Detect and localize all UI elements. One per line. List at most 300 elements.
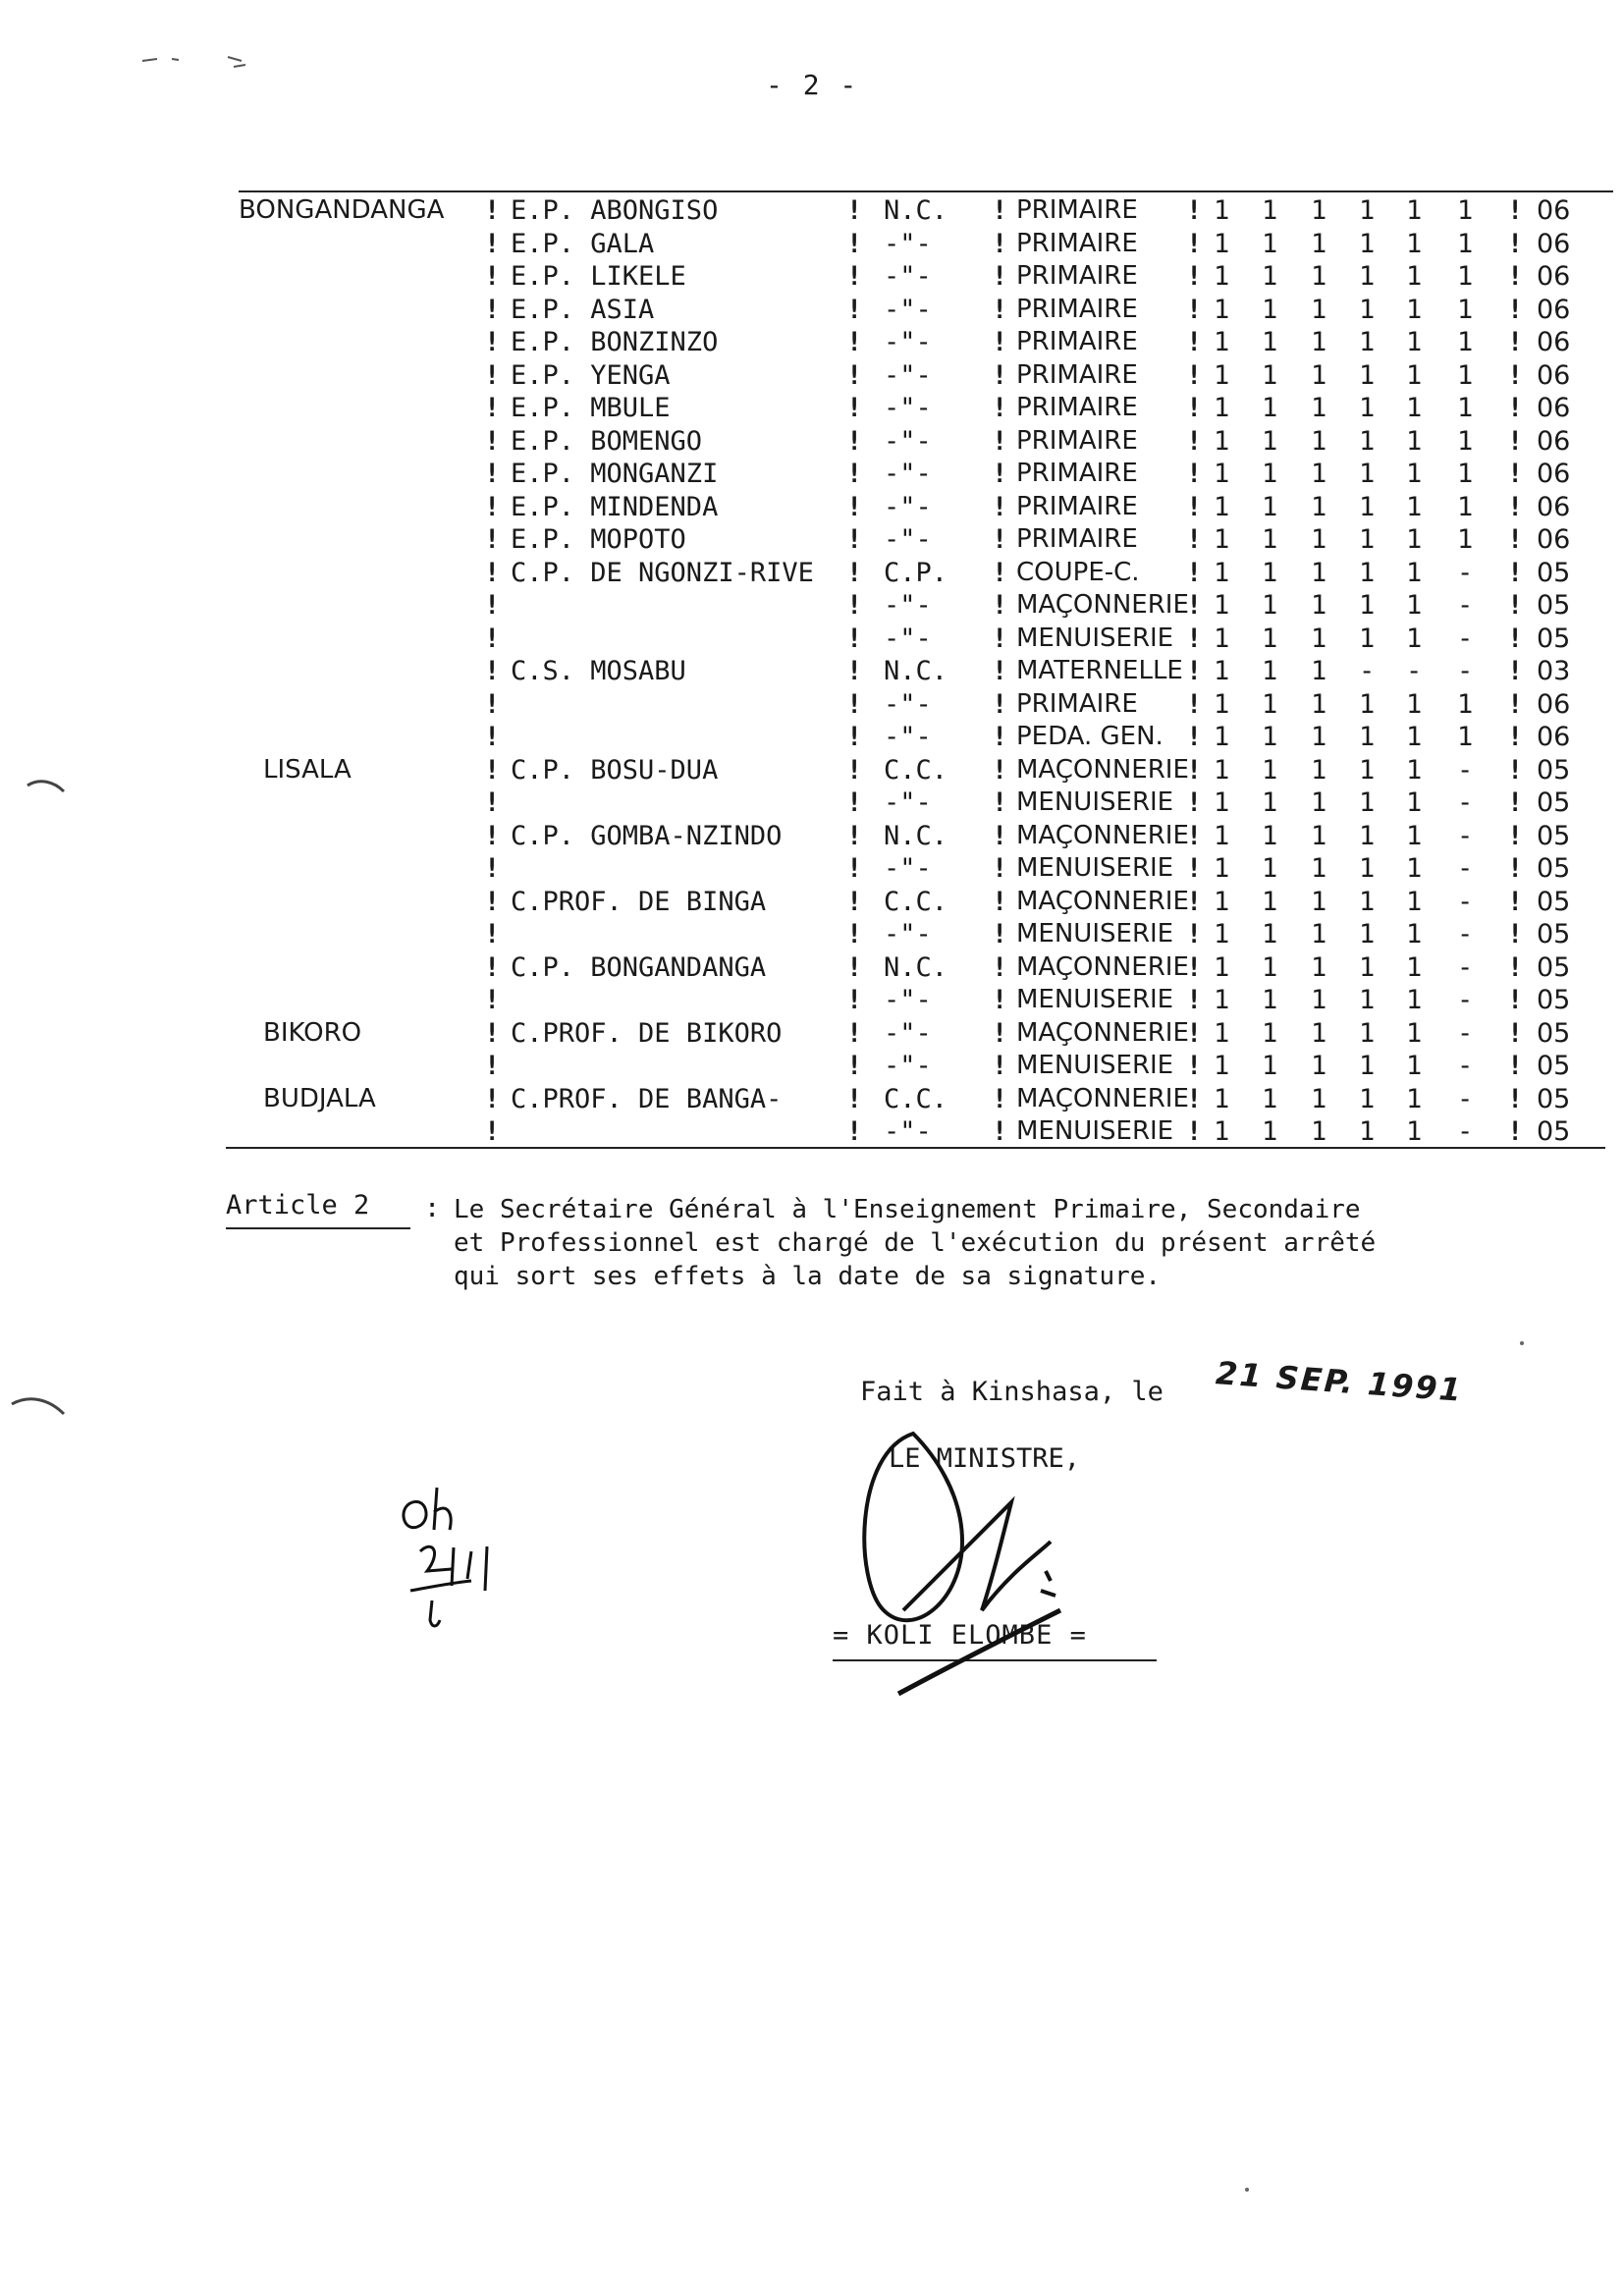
column-separator: !: [1507, 228, 1524, 259]
year-count-cell: 1: [1262, 590, 1278, 621]
school-cell: E.P. ASIA: [511, 294, 655, 325]
column-separator: !: [992, 557, 1008, 588]
school-cell: E.P. MBULE: [511, 393, 671, 423]
total-cell: 05: [1537, 1017, 1571, 1049]
column-separator: !: [1507, 1051, 1524, 1081]
column-separator: !: [1507, 623, 1524, 654]
year-count-cell: 1: [1457, 261, 1474, 292]
table-row: [0, 557, 1624, 589]
option-cell: PRIMAIRE: [1016, 195, 1138, 225]
year-count-cell: 1: [1311, 623, 1327, 654]
column-separator: !: [992, 359, 1008, 391]
status-cell: -"-: [884, 985, 932, 1015]
total-cell: 05: [1537, 754, 1571, 786]
year-count-cell: 1: [1359, 985, 1376, 1015]
column-separator: !: [846, 754, 863, 786]
option-cell: PRIMAIRE: [1016, 688, 1138, 719]
year-count-cell: 1: [1406, 919, 1423, 949]
year-count-cell: 1: [1359, 195, 1376, 226]
column-separator: !: [1507, 985, 1524, 1015]
total-cell: 06: [1537, 688, 1571, 720]
year-count-cell: 1: [1406, 886, 1423, 917]
column-separator: !: [484, 228, 501, 259]
year-count-cell: 1: [1406, 393, 1423, 423]
status-cell: -"-: [884, 853, 932, 884]
total-cell: 05: [1537, 886, 1571, 917]
table-row: [0, 194, 1624, 227]
column-separator: !: [484, 787, 501, 818]
column-separator: !: [1507, 787, 1524, 818]
option-cell: PRIMAIRE: [1016, 359, 1138, 390]
article-label-underline: [226, 1227, 410, 1229]
school-cell: E.P. MOPOTO: [511, 524, 686, 555]
column-separator: !: [992, 951, 1008, 983]
total-cell: 03: [1537, 656, 1571, 686]
year-count-cell: 1: [1311, 886, 1327, 917]
column-separator: !: [846, 195, 863, 226]
column-separator: !: [846, 459, 863, 489]
year-count-cell: 1: [1406, 985, 1423, 1015]
column-separator: !: [1507, 491, 1524, 522]
year-count-cell: -: [1457, 754, 1474, 786]
year-count-cell: 1: [1214, 228, 1230, 259]
year-count-cell: 1: [1359, 787, 1376, 818]
column-separator: !: [846, 1017, 863, 1049]
option-cell: MENUISERIE: [1016, 1116, 1174, 1146]
status-cell: -"-: [884, 688, 932, 720]
year-count-cell: -: [1406, 656, 1423, 686]
table-row: [0, 589, 1624, 622]
school-cell: E.P. LIKELE: [511, 261, 686, 292]
column-separator: !: [484, 590, 501, 621]
year-count-cell: 1: [1262, 459, 1278, 489]
year-count-cell: 1: [1262, 886, 1278, 917]
total-cell: 06: [1537, 425, 1571, 457]
column-separator: !: [484, 557, 501, 588]
total-cell: 06: [1537, 722, 1571, 752]
year-count-cell: 1: [1311, 722, 1327, 752]
year-count-cell: 1: [1311, 919, 1327, 949]
year-count-cell: 1: [1406, 1083, 1423, 1114]
column-separator: !: [484, 985, 501, 1015]
table-row: [0, 852, 1624, 885]
year-count-cell: 1: [1262, 195, 1278, 226]
column-separator: !: [992, 294, 1008, 325]
year-count-cell: 1: [1262, 524, 1278, 555]
column-separator: !: [1507, 459, 1524, 489]
column-separator: !: [1186, 754, 1203, 786]
column-separator: !: [846, 820, 863, 851]
year-count-cell: 1: [1214, 590, 1230, 621]
option-cell: PRIMAIRE: [1016, 393, 1138, 422]
column-separator: !: [1186, 557, 1203, 588]
year-count-cell: 1: [1311, 1083, 1327, 1114]
year-count-cell: 1: [1262, 393, 1278, 423]
option-cell: MATERNELLE: [1016, 656, 1183, 685]
option-cell: MENUISERIE: [1016, 985, 1174, 1014]
column-separator: !: [484, 359, 501, 391]
year-count-cell: 1: [1311, 228, 1327, 259]
column-separator: !: [846, 951, 863, 983]
year-count-cell: 1: [1457, 688, 1474, 720]
table-top-rule: [239, 190, 1613, 192]
school-cell: C.P. DE NGONZI-RIVE: [511, 557, 814, 588]
column-separator: !: [846, 886, 863, 917]
year-count-cell: -: [1457, 1116, 1474, 1147]
year-count-cell: 1: [1406, 261, 1423, 292]
option-cell: MENUISERIE: [1016, 853, 1174, 883]
year-count-cell: 1: [1214, 294, 1230, 325]
year-count-cell: -: [1457, 1083, 1474, 1114]
column-separator: !: [484, 294, 501, 325]
year-count-cell: 1: [1359, 359, 1376, 391]
year-count-cell: 1: [1457, 327, 1474, 357]
column-separator: !: [1186, 722, 1203, 752]
table-row: [0, 786, 1624, 819]
school-cell: C.PROF. DE BINGA: [511, 886, 767, 917]
table-row: [0, 1115, 1624, 1148]
column-separator: !: [1507, 557, 1524, 588]
column-separator: !: [1507, 1017, 1524, 1049]
year-count-cell: -: [1359, 656, 1376, 686]
year-count-cell: 1: [1359, 294, 1376, 325]
year-count-cell: 1: [1457, 459, 1474, 489]
option-cell: MAÇONNERIE: [1016, 590, 1189, 620]
date-stamp: 21 SEP. 1991: [1214, 1354, 1465, 1409]
year-count-cell: -: [1457, 656, 1474, 686]
year-count-cell: 1: [1214, 425, 1230, 457]
column-separator: !: [484, 1116, 501, 1147]
year-count-cell: 1: [1214, 623, 1230, 654]
year-count-cell: 1: [1359, 623, 1376, 654]
year-count-cell: 1: [1214, 1051, 1230, 1081]
year-count-cell: 1: [1214, 787, 1230, 818]
year-count-cell: 1: [1311, 985, 1327, 1015]
year-count-cell: 1: [1214, 688, 1230, 720]
column-separator: !: [484, 524, 501, 555]
table-row: [0, 918, 1624, 950]
year-count-cell: 1: [1262, 919, 1278, 949]
article-colon: :: [424, 1193, 441, 1223]
year-count-cell: 1: [1311, 1116, 1327, 1147]
column-separator: !: [1186, 327, 1203, 357]
year-count-cell: 1: [1311, 425, 1327, 457]
year-count-cell: 1: [1359, 327, 1376, 357]
year-count-cell: 1: [1406, 722, 1423, 752]
column-separator: !: [846, 261, 863, 292]
column-separator: !: [484, 820, 501, 851]
column-separator: !: [1507, 1083, 1524, 1114]
status-cell: N.C.: [884, 195, 948, 226]
column-separator: !: [1507, 722, 1524, 752]
column-separator: !: [1186, 1083, 1203, 1114]
column-separator: !: [992, 688, 1008, 720]
school-cell: E.P. YENGA: [511, 359, 671, 391]
total-cell: 06: [1537, 459, 1571, 489]
table-row: [0, 951, 1624, 984]
year-count-cell: -: [1457, 1017, 1474, 1049]
year-count-cell: 1: [1359, 459, 1376, 489]
option-cell: MENUISERIE: [1016, 623, 1174, 653]
status-cell: -"-: [884, 425, 932, 457]
year-count-cell: -: [1457, 787, 1474, 818]
option-cell: PRIMAIRE: [1016, 491, 1138, 521]
year-count-cell: 1: [1311, 590, 1327, 621]
year-count-cell: 1: [1406, 590, 1423, 621]
status-cell: C.C.: [884, 1083, 948, 1114]
year-count-cell: -: [1457, 853, 1474, 884]
year-count-cell: 1: [1262, 359, 1278, 391]
option-cell: PRIMAIRE: [1016, 459, 1138, 488]
column-separator: !: [1186, 985, 1203, 1015]
school-cell: E.P. MONGANZI: [511, 459, 719, 489]
year-count-cell: 1: [1406, 951, 1423, 983]
column-separator: !: [846, 623, 863, 654]
status-cell: -"-: [884, 1017, 932, 1049]
column-separator: !: [484, 425, 501, 457]
year-count-cell: 1: [1406, 524, 1423, 555]
column-separator: !: [1186, 228, 1203, 259]
table-row: [0, 458, 1624, 490]
year-count-cell: 1: [1262, 294, 1278, 325]
total-cell: 05: [1537, 820, 1571, 851]
year-count-cell: 1: [1406, 425, 1423, 457]
table-row: [0, 886, 1624, 918]
total-cell: 05: [1537, 1051, 1571, 1081]
option-cell: PRIMAIRE: [1016, 327, 1138, 356]
district-cell: BONGANDANGA: [239, 195, 445, 225]
year-count-cell: 1: [1457, 425, 1474, 457]
year-count-cell: 1: [1214, 985, 1230, 1015]
column-separator: !: [1507, 195, 1524, 226]
district-cell: BUDJALA: [263, 1083, 376, 1113]
column-separator: !: [1186, 294, 1203, 325]
option-cell: PRIMAIRE: [1016, 294, 1138, 324]
year-count-cell: 1: [1214, 1017, 1230, 1049]
column-separator: !: [484, 754, 501, 786]
column-separator: !: [846, 688, 863, 720]
total-cell: 05: [1537, 1116, 1571, 1147]
column-separator: !: [846, 787, 863, 818]
status-cell: N.C.: [884, 820, 948, 851]
year-count-cell: 1: [1359, 951, 1376, 983]
column-separator: !: [992, 820, 1008, 851]
table-row: [0, 820, 1624, 852]
column-separator: !: [1186, 195, 1203, 226]
column-separator: !: [484, 1083, 501, 1114]
status-cell: -"-: [884, 294, 932, 325]
status-cell: -"-: [884, 722, 932, 752]
year-count-cell: 1: [1262, 985, 1278, 1015]
status-cell: -"-: [884, 459, 932, 489]
column-separator: !: [992, 228, 1008, 259]
column-separator: !: [1186, 524, 1203, 555]
year-count-cell: -: [1457, 590, 1474, 621]
year-count-cell: 1: [1359, 491, 1376, 522]
column-separator: !: [992, 853, 1008, 884]
column-separator: !: [1507, 393, 1524, 423]
year-count-cell: 1: [1262, 228, 1278, 259]
column-separator: !: [1186, 459, 1203, 489]
column-separator: !: [1186, 688, 1203, 720]
table-row: [0, 754, 1624, 786]
article-label: Article 2: [226, 1190, 370, 1220]
table-row: [0, 655, 1624, 687]
year-count-cell: 1: [1214, 459, 1230, 489]
status-cell: -"-: [884, 327, 932, 357]
year-count-cell: 1: [1262, 1051, 1278, 1081]
year-count-cell: 1: [1359, 886, 1376, 917]
year-count-cell: 1: [1359, 393, 1376, 423]
column-separator: !: [846, 393, 863, 423]
column-separator: !: [992, 1051, 1008, 1081]
column-separator: !: [846, 228, 863, 259]
total-cell: 05: [1537, 951, 1571, 983]
column-separator: !: [1507, 294, 1524, 325]
column-separator: !: [992, 425, 1008, 457]
year-count-cell: 1: [1457, 359, 1474, 391]
year-count-cell: 1: [1359, 853, 1376, 884]
total-cell: 05: [1537, 919, 1571, 949]
column-separator: !: [992, 524, 1008, 555]
option-cell: MAÇONNERIE: [1016, 951, 1189, 982]
table-row: [0, 228, 1624, 260]
year-count-cell: 1: [1214, 195, 1230, 226]
year-count-cell: 1: [1311, 688, 1327, 720]
column-separator: !: [992, 1083, 1008, 1114]
column-separator: !: [846, 656, 863, 686]
year-count-cell: 1: [1311, 787, 1327, 818]
school-cell: C.PROF. DE BIKORO: [511, 1017, 783, 1049]
year-count-cell: -: [1457, 886, 1474, 917]
option-cell: COUPE-C.: [1016, 557, 1140, 587]
column-separator: !: [992, 327, 1008, 357]
year-count-cell: 1: [1359, 557, 1376, 588]
column-separator: !: [1186, 787, 1203, 818]
column-separator: !: [1507, 754, 1524, 786]
year-count-cell: 1: [1311, 656, 1327, 686]
year-count-cell: 1: [1214, 722, 1230, 752]
column-separator: !: [846, 1116, 863, 1147]
year-count-cell: 1: [1214, 820, 1230, 851]
option-cell: MENUISERIE: [1016, 919, 1174, 949]
option-cell: PRIMAIRE: [1016, 524, 1138, 554]
minister-name: = KOLI ELOMBE =: [833, 1620, 1087, 1651]
status-cell: -"-: [884, 261, 932, 292]
column-separator: !: [846, 491, 863, 522]
option-cell: MAÇONNERIE: [1016, 820, 1189, 850]
year-count-cell: 1: [1406, 294, 1423, 325]
year-count-cell: 1: [1406, 1116, 1423, 1147]
district-cell: BIKORO: [263, 1017, 362, 1048]
column-separator: !: [1507, 327, 1524, 357]
year-count-cell: 1: [1262, 261, 1278, 292]
year-count-cell: 1: [1406, 195, 1423, 226]
column-separator: !: [846, 557, 863, 588]
year-count-cell: 1: [1262, 853, 1278, 884]
article-text: Le Secrétaire Général à l'Enseignement Primaire, Secondaire et Professionnel est chargé de l'exécution du présent arrêté qui sort ses effets à la date de sa signature.: [454, 1195, 1377, 1291]
year-count-cell: 1: [1359, 524, 1376, 555]
column-separator: !: [992, 985, 1008, 1015]
year-count-cell: -: [1457, 623, 1474, 654]
table-row: [0, 294, 1624, 326]
column-separator: !: [484, 261, 501, 292]
total-cell: 06: [1537, 524, 1571, 555]
column-separator: !: [484, 886, 501, 917]
column-separator: !: [1507, 688, 1524, 720]
year-count-cell: 1: [1406, 1017, 1423, 1049]
year-count-cell: 1: [1214, 886, 1230, 917]
year-count-cell: 1: [1406, 557, 1423, 588]
year-count-cell: 1: [1406, 820, 1423, 851]
status-cell: -"-: [884, 524, 932, 555]
year-count-cell: 1: [1457, 393, 1474, 423]
year-count-cell: 1: [1359, 722, 1376, 752]
option-cell: PEDA. GEN.: [1016, 722, 1164, 751]
year-count-cell: 1: [1406, 359, 1423, 391]
column-separator: !: [992, 722, 1008, 752]
column-separator: !: [484, 327, 501, 357]
column-separator: !: [846, 722, 863, 752]
page-number: - 2 -: [766, 69, 859, 101]
year-count-cell: 1: [1262, 656, 1278, 686]
column-separator: !: [1186, 656, 1203, 686]
column-separator: !: [1507, 951, 1524, 983]
column-separator: !: [1507, 919, 1524, 949]
year-count-cell: 1: [1311, 754, 1327, 786]
school-cell: C.P. GOMBA-NZINDO: [511, 820, 783, 851]
year-count-cell: 1: [1214, 393, 1230, 423]
column-separator: !: [1186, 853, 1203, 884]
status-cell: -"-: [884, 919, 932, 949]
year-count-cell: 1: [1214, 327, 1230, 357]
status-cell: N.C.: [884, 656, 948, 686]
year-count-cell: 1: [1262, 787, 1278, 818]
school-cell: E.P. BOMENGO: [511, 425, 703, 457]
table-row: [0, 984, 1624, 1016]
column-separator: !: [1186, 359, 1203, 391]
table-row: [0, 721, 1624, 753]
column-separator: !: [484, 459, 501, 489]
year-count-cell: -: [1457, 919, 1474, 949]
table-row: [0, 1050, 1624, 1082]
year-count-cell: 1: [1214, 1083, 1230, 1114]
total-cell: 06: [1537, 294, 1571, 325]
status-cell: C.C.: [884, 886, 948, 917]
column-separator: !: [992, 886, 1008, 917]
column-separator: !: [484, 951, 501, 983]
column-separator: !: [846, 294, 863, 325]
year-count-cell: 1: [1311, 951, 1327, 983]
year-count-cell: 1: [1214, 261, 1230, 292]
year-count-cell: 1: [1311, 195, 1327, 226]
year-count-cell: 1: [1406, 623, 1423, 654]
year-count-cell: 1: [1311, 557, 1327, 588]
column-separator: !: [846, 1083, 863, 1114]
year-count-cell: -: [1457, 820, 1474, 851]
year-count-cell: 1: [1214, 754, 1230, 786]
column-separator: !: [1186, 1116, 1203, 1147]
status-cell: -"-: [884, 393, 932, 423]
year-count-cell: 1: [1262, 722, 1278, 752]
column-separator: !: [846, 590, 863, 621]
column-separator: !: [484, 853, 501, 884]
year-count-cell: 1: [1457, 524, 1474, 555]
school-cell: E.P. ABONGISO: [511, 195, 719, 226]
total-cell: 06: [1537, 327, 1571, 357]
year-count-cell: 1: [1406, 1051, 1423, 1081]
column-separator: !: [992, 1017, 1008, 1049]
